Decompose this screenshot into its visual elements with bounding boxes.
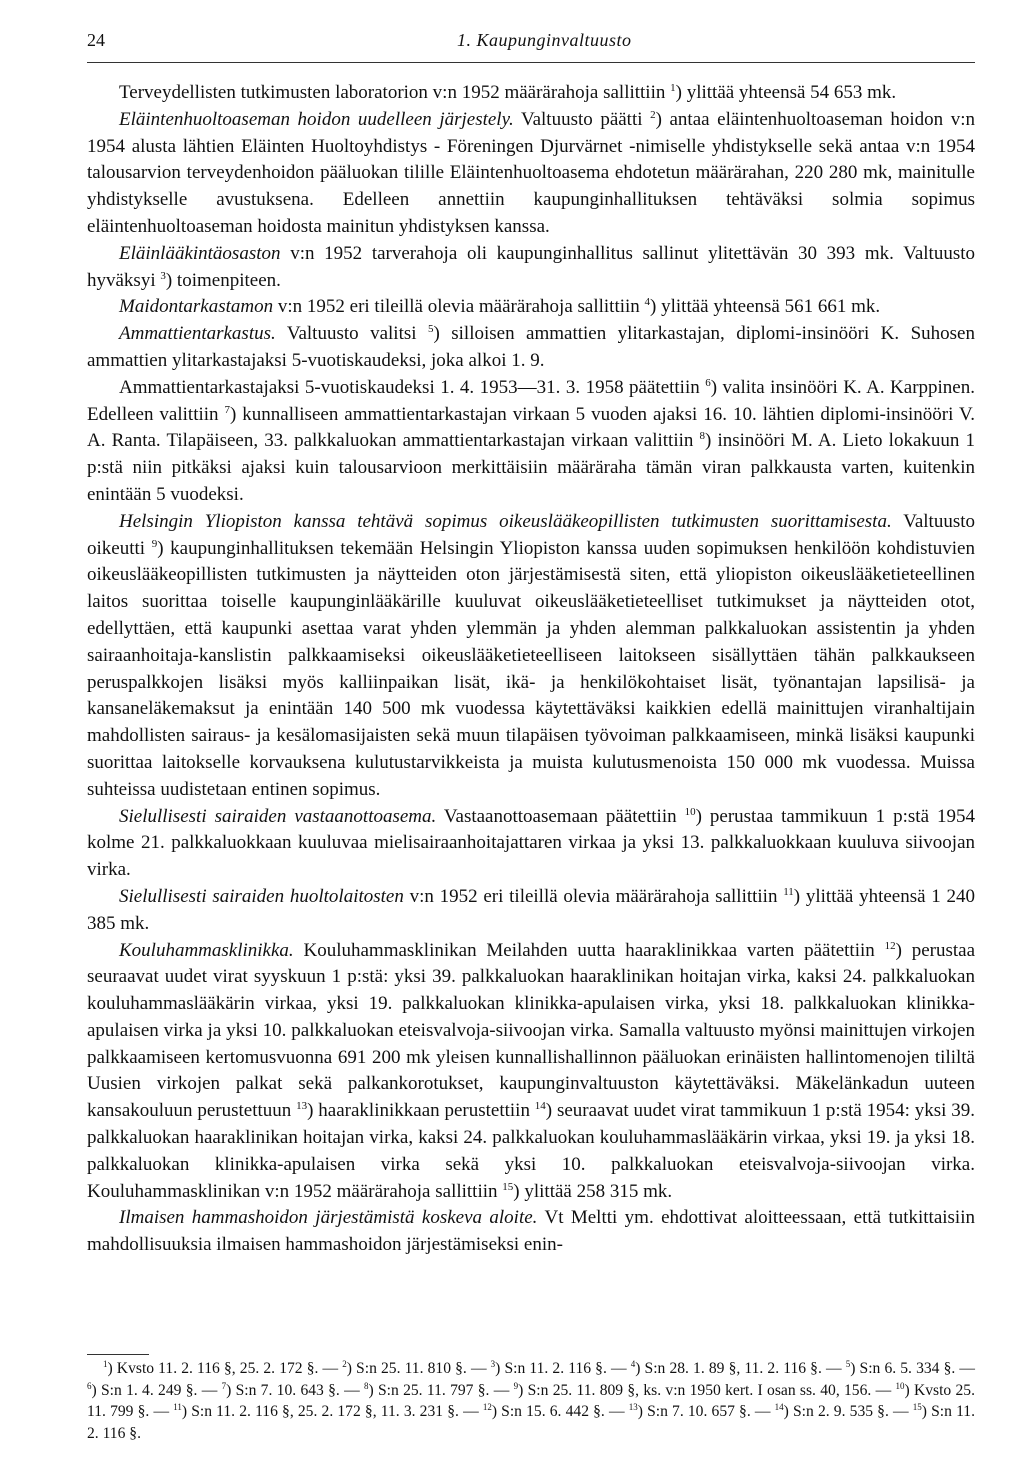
- paragraph-text: Valtuusto oikeutti $^9$) kaupunginhallituksen tekemään Helsingin Yliopiston kanssa uuden sopimuksen henkilöön kohdistuvien oikeuslääkeopillisten tutkimusten ja näytteiden oton järjestämisestä siten, että yliopiston oikeuslääketieteellinen laitos suorittaa toiselle kaupunginlääkärille kuuluvat oikeuslääketieteelliset tutkimukset ja näytteiden otot, edellyttäen, että kaupunki asettaa varat yhden ylemmän ja yhden alemman palkkaluokan assistentin ja yhden sairaanhoitaja-kanslistin palkkaamiseksi oikeuslääketieteelliseen laitokseen sisällyttäen tähän palkkaukseen peruspalkkojen lisäksi myös kalliinpaikan lisät, ikä- ja henkilökohtaiset lisät, työnantajan lapsilisä- ja kansaneläkemaksut ja enintään 140 500 mk vuodessa käytettäväksi kaikkien edellä mainittujen viranhaltijain mahdollisten sairaus- ja kesälomasijaisten sekä muun tilapäisen työvoiman palkkaamiseen, minkä lisäksi kaupunki suorittaa laitokselle korvauksena kulutustarvikkeista ja muista kulutusmenoista 150 000 mk vuodessa. Muissa suhteissa uudistetaan entinen sopimus.: [87, 510, 975, 800]
- paragraph-heading: Sielullisesti sairaiden vastaanottoasema.: [119, 805, 437, 827]
- paragraph-text: v:n 1952 eri tileillä olevia määrärahoja sallittiin $^{11}$) ylittää yhteensä 1 240 385 mk.: [87, 885, 976, 934]
- paragraph: [87, 804, 975, 884]
- paragraph-heading: Helsingin Yliopiston kanssa tehtävä sopimus oikeuslääkeopillisten tutkimusten suorittamisesta.: [119, 510, 892, 532]
- paragraph-text: Valtuusto valitsi $^5$) silloisen ammattien ylitarkastajan, diplomi-insinööri K. Suhosen ammattien ylitarkastajaksi 5-vuotiskaudeksi, joka alkoi 1. 9.: [87, 323, 975, 371]
- paragraph: [87, 509, 975, 804]
- paragraph-heading: Kouluhammasklinikka.: [119, 939, 294, 961]
- paragraph: [87, 107, 975, 241]
- paragraph-text: v:n 1952 tarverahoja oli kaupunginhallitus sallinut ylitettävän 30 393 mk. Valtuusto hyväksyi $^3$) toimenpiteen.: [87, 242, 975, 291]
- paragraph: [87, 1205, 975, 1259]
- running-head: 1. Kaupunginvaltuusto: [457, 30, 632, 50]
- paragraph: [87, 938, 975, 1206]
- paragraph: [87, 375, 975, 509]
- page-number: 24: [87, 30, 105, 50]
- paragraph-text: Valtuusto päätti $^2$) antaa eläintenhuoltoaseman hoidon v:n 1954 alusta lähtien Eläinten Huoltoyhdistys - Föreningen Djurvärnet -nimiselle yhdistykselle sekä antaa v:n 1954 talousarvion terveydenhoidon pääluokan tilille Eläintenhuoltoasema ehdotetun määrärahan, 220 280 mk, mainitulle yhdistykselle avustuksena. Edelleen annettiin kaupunginhallituksen tehtäväksi solmia sopimus eläintenhuoltoaseman hoidosta mainitun yhdistyksen kanssa.: [87, 108, 975, 237]
- footnote-rule: [87, 1354, 149, 1355]
- paragraph-heading: Eläintenhuoltoaseman hoidon uudelleen järjestely.: [119, 108, 514, 130]
- paragraph-text: Ammattientarkastajaksi 5-vuotiskaudeksi 1. 4. 1953—31. 3. 1958 päätettiin $^6$) valita insinööri K. A. Karppinen. Edelleen valittiin $^7$) kunnalliseen ammattientarkastajan virkaan 5 vuoden ajaksi 16. 10. lähtien diplomi-insinööri V. A. Ranta. Tilapäiseen, 33. palkkaluokan ammattientarkastajan virkaan valittiin $^8$) insinööri M. A. Lieto lokakuun 1 p:stä niin pitkäksi ajaksi kuin talousarvioon merkittäisiin määräraha tämän viran palkkausta varten, kuitenkin enintään 5 vuodeksi.: [87, 376, 975, 505]
- paragraph: [87, 884, 975, 938]
- paragraph-heading: Eläinlääkintäosaston: [119, 242, 281, 264]
- body-text: [87, 80, 975, 1259]
- paragraph-text: Kouluhammasklinikan Meilahden uutta haaraklinikkaa varten päätettiin $^{12}$) perustaa seuraavat uudet virat syyskuun 1 p:stä: yksi 39. palkkaluokan haaraklinikan hoitajan virka, kaksi 24. palkkaluokan kouluhammaslääkärin virkaa, yksi 19. palkkaluokan klinikka-apulaisen virka, yksi 18. palkkaluokan klinikka-apulaisen virka ja yksi 10. palkkaluokan eteisvalvoja-siivoojan virka. Samalla valtuusto myönsi mainittujen virkojen palkkaamiseen kertomusvuonna 691 200 mk yleisen kunnallishallinnon pääluokan erinäisten hallintomenojen tililtä Uusien virkojen palkat sekä palkankorotukset, kaupunginvaltuuston käytettäväksi. Mäkelänkadun uuteen kansakouluun perustettuun $^{13}$) haaraklinikkaan perustettiin $^{14}$) seuraavat uudet virat tammikuun 1 p:stä 1954: yksi 39. palkkaluokan haaraklinikan hoitajan virka, kaksi 24. palkkaluokan kouluhammaslääkärin virkaa, yksi 19. ja yksi 18. palkkaluokan klinikka-apulaisen virka sekä yksi 10. palkkaluokan eteisvalvoja-siivoojan virka. Kouluhammasklinikan v:n 1952 määrärahoja sallittiin $^{15}$) ylittää 258 315 mk.: [87, 939, 975, 1202]
- paragraph-text: Vastaanottoasemaan päätettiin $^{10}$) perustaa tammikuun 1 p:stä 1954 kolme 21. palkkaluokkaan kuuluvaa mielisairaanhoitajattaren virkaa ja yksi 13. palkkaluokkaan kuuluva siivoojan virka.: [87, 805, 975, 881]
- paragraph: [87, 241, 975, 295]
- paragraph-heading: Ilmaisen hammashoidon järjestämistä koskeva aloite.: [119, 1207, 538, 1229]
- footnotes: [87, 1358, 975, 1444]
- paragraph-text: Terveydellisten tutkimusten laboratorion v:n 1952 määrärahoja sallittiin $^1$) ylittää yhteensä 54 653 mk.: [119, 82, 897, 103]
- page-header: [87, 30, 975, 60]
- paragraph: [87, 294, 975, 321]
- paragraph-heading: Maidontarkastamon: [119, 296, 274, 318]
- paragraph-heading: Ammattientarkastus.: [119, 323, 276, 345]
- header-rule: [87, 62, 975, 63]
- paragraph: [87, 80, 975, 107]
- paragraph-heading: Sielullisesti sairaiden huoltolaitosten: [119, 885, 404, 907]
- paragraph-text: v:n 1952 eri tileillä olevia määrärahoja sallittiin $^4$) ylittää yhteensä 561 661 mk.: [277, 296, 881, 318]
- paragraph: [87, 321, 975, 375]
- footnote-text: $^1$) Kvsto 11. 2. 116 §, 25. 2. 172 §. — $^2$) S:n 25. 11. 810 §. — $^3$) S:n 11. 2. 116 §. — $^4$) S:n 28. 1. 89 §, 11. 2. 116 §. — $^5$) S:n 6. 5. 334 §. — $^6$) S:n 1. 4. 249 §. — $^7$) S:n 7. 10. 643 §. — $^8$) S:n 25. 11. 797 §. — $^9$) S:n 25. 11. 809 §, ks. v:n 1950 kert. I osan ss. 40, 156. — $^{10}$) Kvsto 25. 11. 799 §. — $^{11}$) S:n 11. 2. 116 §, 25. 2. 172 §, 11. 3. 231 §. — $^{12}$) S:n 15. 6. 442 §. — $^{13}$) S:n 7. 10. 657 §. — $^{14}$) S:n 2. 9. 535 §. — $^{15}$) S:n 11. 2. 116 §.: [87, 1359, 976, 1442]
- paragraph-text: Vt Meltti ym. ehdottivat aloitteessaan, että tutkittaisiin mahdollisuuksia ilmaisen hammashoidon järjestämiseksi enin-: [87, 1207, 975, 1256]
